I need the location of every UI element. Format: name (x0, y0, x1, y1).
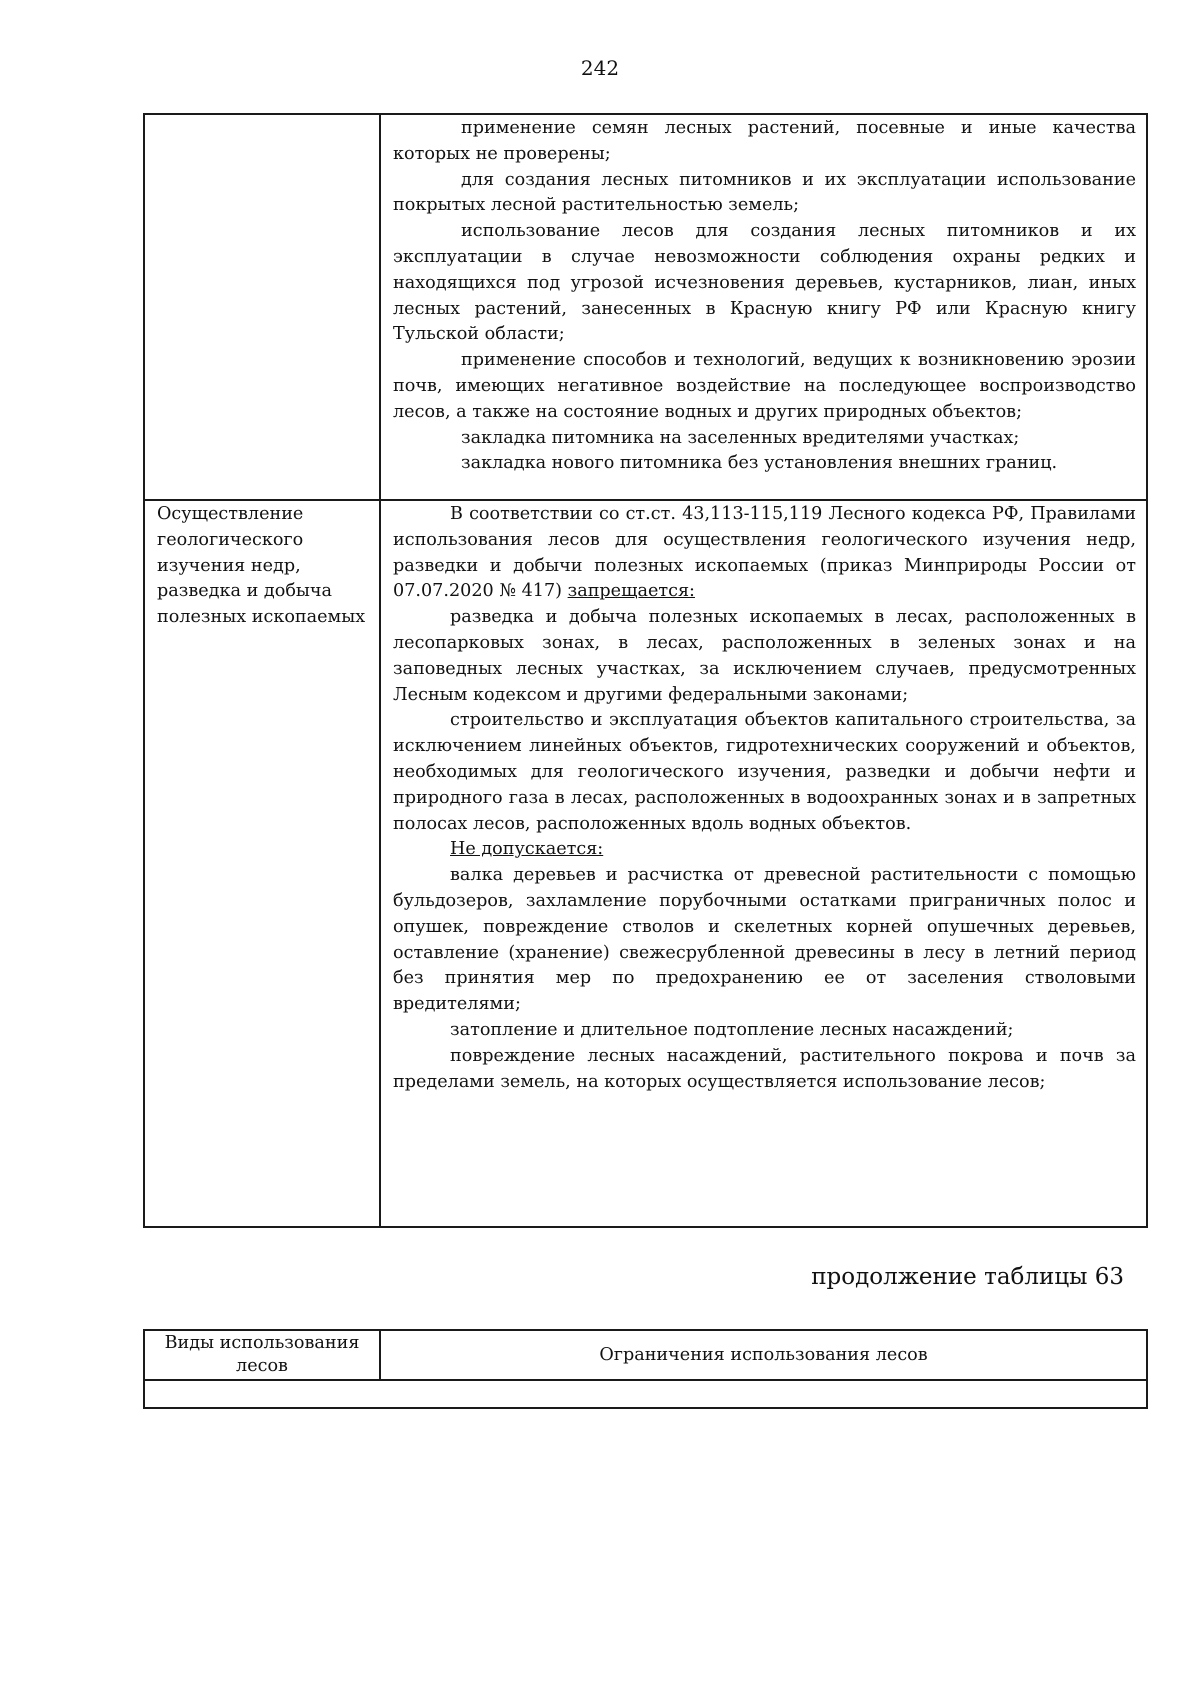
use-type-cell (144, 114, 380, 500)
restriction-paragraph: закладка питомника на заселенных вредителями участках; (461, 427, 1020, 448)
table-header-row (144, 1330, 1147, 1380)
table-row (144, 114, 1147, 500)
page-number: 242 (580, 56, 620, 80)
table-row (144, 1380, 1147, 1408)
legal-basis-text: В соответствии со ст.ст. 43,113-115,119 Лесного кодекса РФ, Правилами использования лесов для осуществления геологического изучения недр, разведки и добычи полезных ископаемых (приказ Минприроды России от 07.07.2020 № 417) (393, 504, 1136, 602)
restriction-paragraph: строительство и эксплуатация объектов капитального строительства, за исключением линейных объектов, гидротехнических сооружений и объектов, необходимых для геологического изучения, разведки и добычи нефти и природного газа в лесах, расположенных в водоохранных зонах и в запретных полосах лесов, расположенных вдоль водных объектов. (393, 710, 1136, 834)
restriction-paragraph: затопление и длительное подтопление лесных насаждений; (450, 1019, 1014, 1040)
restrictions-cell (380, 500, 1147, 1227)
continuation-table (143, 1329, 1148, 1409)
restriction-paragraph: использование лесов для создания лесных питомников и их эксплуатации в случае невозможности соблюдения охраны редких и находящихся под угрозой исчезновения деревьев, кустарников, лиан, иных лесных растений, занесенных в Красную книгу РФ или Красную книгу Тульской области; (393, 221, 1136, 345)
restriction-paragraph: закладка нового питомника без установления внешних границ. (461, 453, 1058, 474)
not-allowed-paragraph (393, 837, 1136, 863)
column-header-use-types: Виды использования лесов (144, 1330, 380, 1380)
not-allowed-heading: Не допускается: (450, 839, 604, 860)
table-continuation-label: продолжение таблицы 63 (811, 1264, 1124, 1290)
restriction-paragraph: валка деревьев и расчистка от древесной растительности с помощью бульдозеров, захламление порубочными остатками приграничных полос и опушек, повреждение стволов и скелетных корней опушечных деревьев, оставление (хранение) свежесрубленной древесины в лесу в летний период без принятия мер по предохранению ее от заселения стволовыми вредителями; (393, 865, 1136, 1015)
restriction-paragraph: применение семян лесных растений, посевные и иные качества которых не проверены; (393, 118, 1136, 164)
restrictions-cell (380, 114, 1147, 500)
restriction-paragraph: повреждение лесных насаждений, растительного покрова и почв за пределами земель, на которых осуществляется использование лесов; (393, 1045, 1136, 1092)
restriction-paragraph: применение способов и технологий, ведущих к возникновению эрозии почв, имеющих негативное воздействие на последующее воспроизводство лесов, а также на состояние водных и других природных объектов; (393, 350, 1136, 422)
use-type-cell: Осуществление геологического изучения недр, разведка и добыча полезных ископаемых (144, 500, 380, 1227)
column-header-restrictions: Ограничения использования лесов (380, 1330, 1147, 1380)
legal-basis-paragraph (393, 502, 1136, 605)
prohibited-heading: запрещается: (567, 581, 695, 602)
restriction-paragraph: для создания лесных питомников и их эксплуатации использование покрытых лесной растительностью земель; (393, 169, 1136, 216)
restriction-paragraph: разведка и добыча полезных ископаемых в лесах, расположенных в лесопарковых зонах, в лесах, расположенных в зеленых зонах и на заповедных лесных участках, за исключением случаев, предусмотренных Лесным кодексом и другими федеральными законами; (393, 607, 1136, 705)
forest-use-restrictions-table (143, 113, 1148, 1228)
empty-cell (144, 1380, 1147, 1408)
table-row (144, 500, 1147, 1227)
